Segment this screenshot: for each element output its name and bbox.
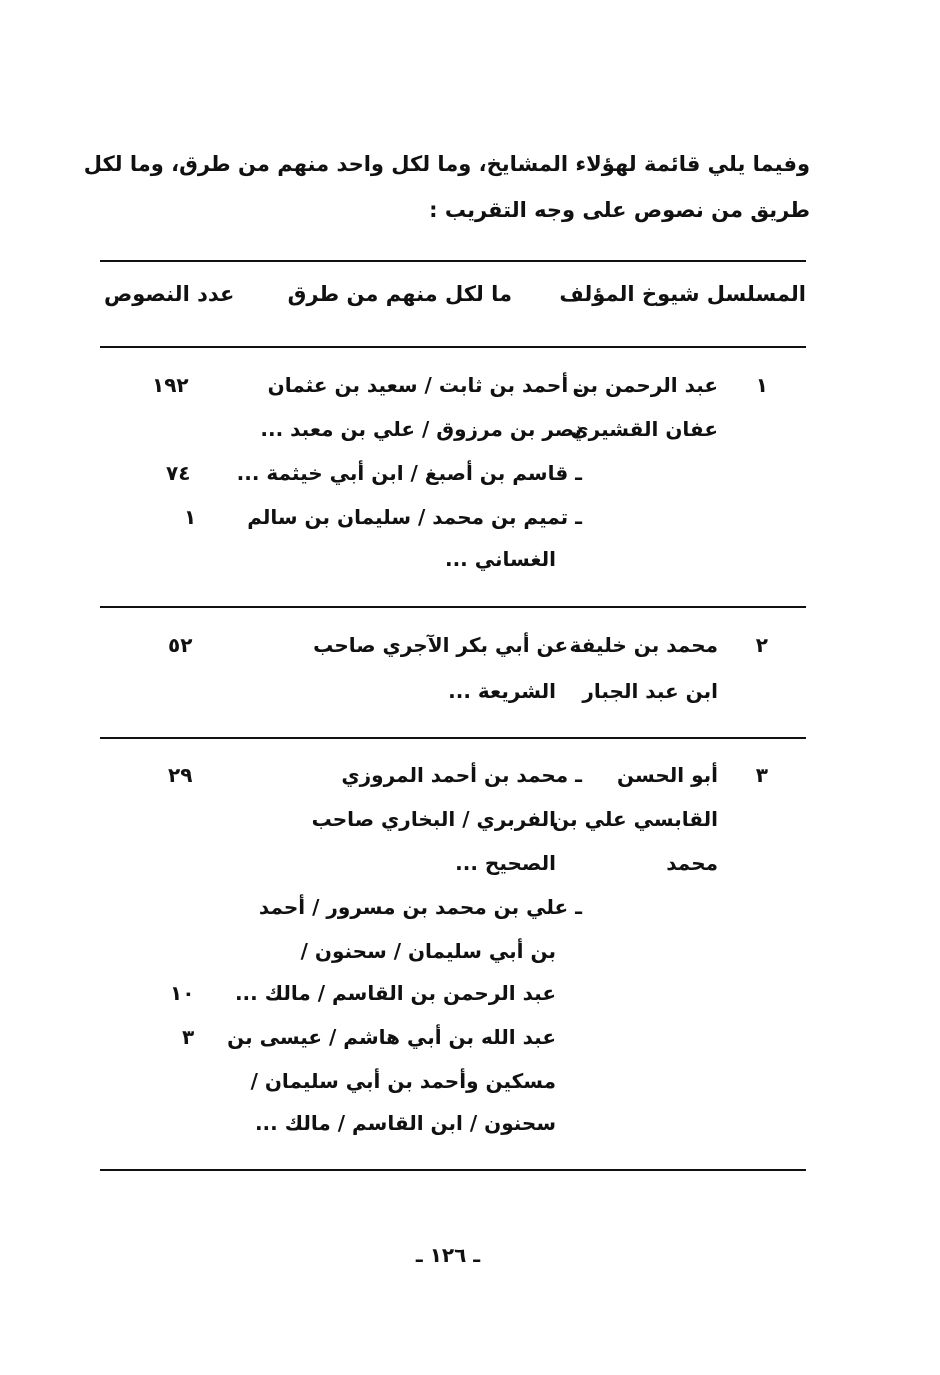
row3-turuq-line-2: الفربري / البخاري صاحب — [311, 807, 556, 831]
row1-turuq-line-5: الغساني ... — [444, 547, 556, 571]
row3-shaykh-line-3: محمد — [666, 851, 718, 875]
row3-turuq-line-4: ـ علي بن محمد بن مسرور / أحمد — [258, 895, 582, 919]
row1-turuq-line-2: نصر بن مرزوق / علي بن معبد ... — [260, 417, 582, 441]
row2-count-1: ٥٢ — [168, 633, 193, 657]
row1-turuq-line-1: ـ أحمد بن ثابت / سعيد بن عثمان — [267, 373, 582, 397]
row1-count-2: ٧٤ — [166, 461, 191, 485]
row1-turuq-line-4: ـ تميم بن محمد / سليمان بن سالم — [247, 505, 582, 529]
row2-serial: ٢ — [755, 633, 768, 657]
row3-shaykh-line-1: أبو الحسن — [617, 763, 718, 787]
table-bottom-rule — [100, 1169, 806, 1171]
page-number: ـ ١٢٦ ـ — [415, 1243, 481, 1267]
row1-count-1: ١٩٢ — [152, 373, 189, 397]
row3-turuq-line-5: بن أبي سليمان / سحنون / — [300, 939, 556, 963]
row2-turuq-line-1: ـ عن أبي بكر الآجري صاحب — [313, 633, 582, 657]
row1-bottom-rule — [100, 606, 806, 608]
row2-shaykh-line-1: محمد بن خليفة — [569, 633, 718, 657]
row1-count-3: ١ — [184, 505, 197, 529]
row3-count-3: ٣ — [182, 1025, 195, 1049]
row3-turuq-line-6: عبد الرحمن بن القاسم / مالك ... — [234, 981, 556, 1005]
intro-line-2: طريق من نصوص على وجه التقريب : — [429, 198, 810, 222]
row2-turuq-line-2: الشريعة ... — [448, 679, 556, 703]
row1-turuq-line-3: ـ قاسم بن أصبغ / ابن أبي خيثمة ... — [236, 461, 582, 485]
table-top-rule — [100, 260, 806, 262]
row1-serial: ١ — [755, 373, 768, 397]
row3-turuq-line-8: مسكين وأحمد بن أبي سليمان / — [250, 1069, 556, 1093]
header-count: عدد النصوص — [104, 282, 235, 306]
header-turuq: ما لكل منهم من طرق — [287, 282, 512, 306]
row2-shaykh-line-2: ابن عبد الجبار — [582, 679, 718, 703]
header-bottom-rule — [100, 346, 806, 348]
row2-bottom-rule — [100, 737, 806, 739]
row3-count-2: ١٠ — [170, 981, 195, 1005]
row1-shaykh-line-1: عبد الرحمن بن — [572, 373, 718, 397]
intro-line-1: وفيما يلي قائمة لهؤلاء المشايخ، وما لكل واحد منهم من طرق، وما لكل — [83, 152, 810, 176]
row3-turuq-line-1: ـ محمد بن أحمد المروزي — [341, 763, 582, 787]
row3-serial: ٣ — [755, 763, 768, 787]
row3-turuq-line-7: عبد الله بن أبي هاشم / عيسى بن — [227, 1025, 556, 1049]
row3-count-1: ٢٩ — [168, 763, 193, 787]
row3-turuq-line-3: الصحيح ... — [455, 851, 556, 875]
row1-shaykh-line-2: عفان القشيري — [570, 417, 718, 441]
header-serial-shuyukh: المسلسل شيوخ المؤلف — [559, 282, 806, 306]
row3-shaykh-line-2: القابسي علي بن — [552, 807, 718, 831]
row3-turuq-line-9: سحنون / ابن القاسم / مالك ... — [254, 1111, 556, 1135]
